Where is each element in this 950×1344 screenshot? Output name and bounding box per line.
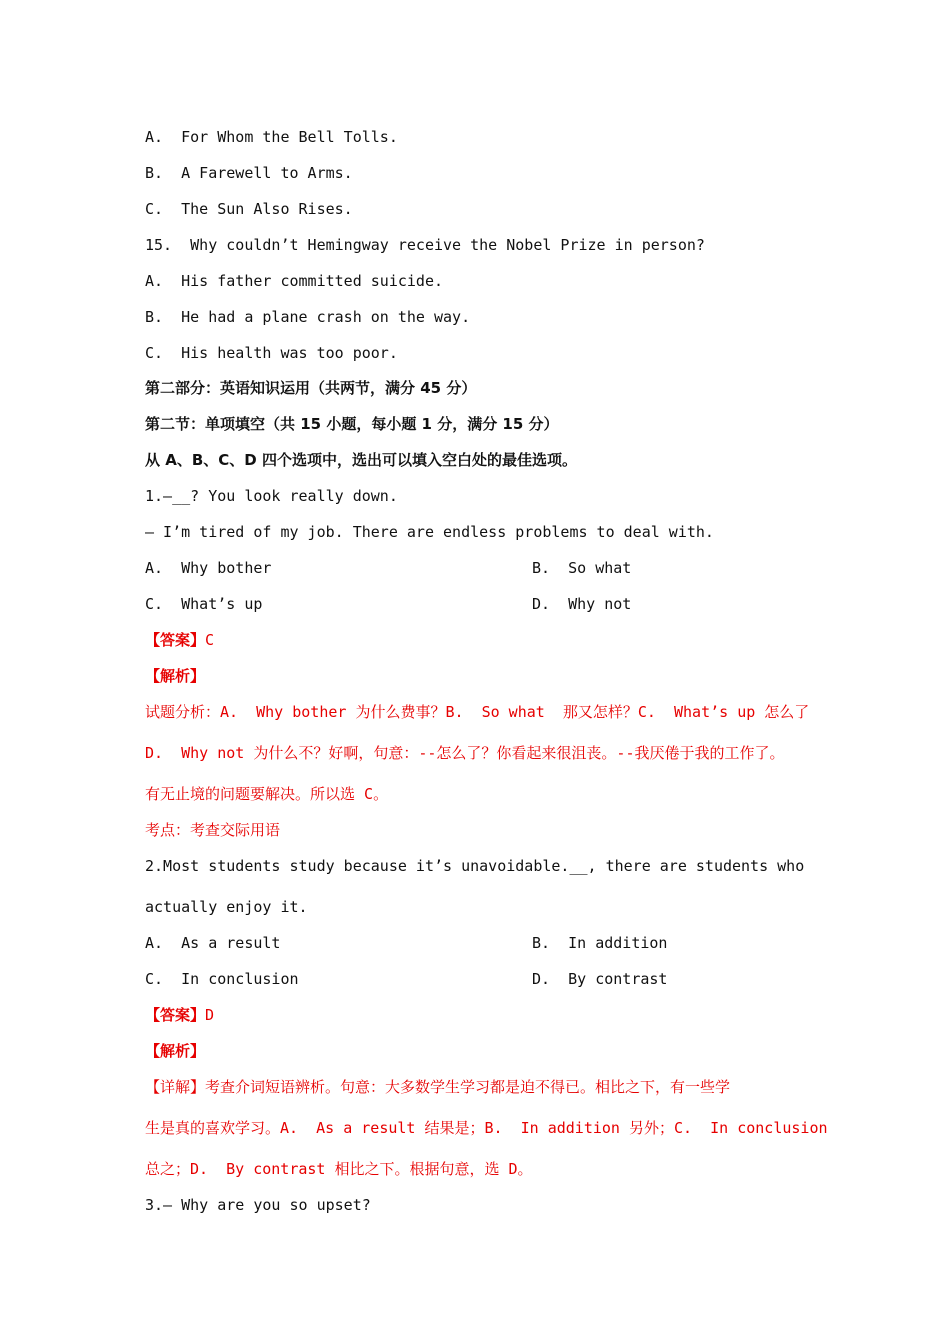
q1-answer-label: 【答案】 xyxy=(145,631,206,649)
q2-question-line1: 2.Most students study because it’s unavoidable.__, there are students who xyxy=(145,857,805,875)
instruction: 从 A、B、C、D 四个选项中，选出可以填入空白处的最佳选项。 xyxy=(145,451,577,469)
q1-option-c: C. What’s up xyxy=(145,595,263,613)
q1-option-b: B. So what xyxy=(532,559,632,577)
q2-option-a: A. As a result xyxy=(145,934,281,952)
q2-question-line2: actually enjoy it. xyxy=(145,898,308,916)
q15-question: 15. Why couldn’t Hemingway receive the Nobel Prize in person? xyxy=(145,236,705,254)
q14-option-b: B. A Farewell to Arms. xyxy=(145,164,353,182)
q2-answer-value: D xyxy=(205,1006,215,1024)
q2-detail-line1: 【详解】考查介词短语辨析。句意：大多数学生学习都是迫不得已。相比之下，有一些学 xyxy=(145,1078,731,1096)
q1-answer xyxy=(145,630,214,650)
q2-detail-line2: 生是真的喜欢学习。A. As a result 结果是；B. In addition 另外；C. In conclusion xyxy=(145,1119,828,1137)
q1-option-d: D. Why not xyxy=(532,595,632,613)
q1-analysis-line2: D. Why not 为什么不？好啊，句意：--怎么了？你看起来很沮丧。--我厌倦于我的工作了。 xyxy=(145,744,785,762)
q1-question: 1.—__? You look really down. xyxy=(145,487,398,505)
q2-answer-label: 【答案】 xyxy=(145,1006,206,1024)
q3-question: 3.— Why are you so upset? xyxy=(145,1196,371,1214)
q2-option-b: B. In addition xyxy=(532,934,668,952)
q1-analysis-label: 【解析】 xyxy=(145,667,206,685)
section-heading: 第二节：单项填空（共 15 小题，每小题 1 分，满分 15 分） xyxy=(145,415,559,433)
q2-option-c: C. In conclusion xyxy=(145,970,299,988)
q15-option-b: B. He had a plane crash on the way. xyxy=(145,308,471,326)
q2-detail-line3: 总之；D. By contrast 相比之下。根据句意，选 D。 xyxy=(145,1160,533,1178)
q1-topic: 考点：考查交际用语 xyxy=(145,821,281,839)
q14-option-a: A. For Whom the Bell Tolls. xyxy=(145,128,398,146)
q2-analysis-label: 【解析】 xyxy=(145,1042,206,1060)
q1-analysis-line3: 有无止境的问题要解决。所以选 C。 xyxy=(145,785,389,803)
q14-option-c: C. The Sun Also Rises. xyxy=(145,200,353,218)
q1-answer-value: C xyxy=(205,631,215,649)
q2-answer xyxy=(145,1005,214,1025)
q15-option-a: A. His father committed suicide. xyxy=(145,272,444,290)
q1-option-a: A. Why bother xyxy=(145,559,272,577)
q1-dialogue: — I’m tired of my job. There are endless problems to deal with. xyxy=(145,523,714,541)
part2-heading: 第二部分：英语知识运用（共两节，满分 45 分） xyxy=(145,379,477,397)
q1-analysis-line1: 试题分析：A. Why bother 为什么费事？B. So what 那又怎样？C. What’s up 怎么了 xyxy=(145,703,810,721)
q15-option-c: C. His health was too poor. xyxy=(145,344,398,362)
q2-option-d: D. By contrast xyxy=(532,970,668,988)
